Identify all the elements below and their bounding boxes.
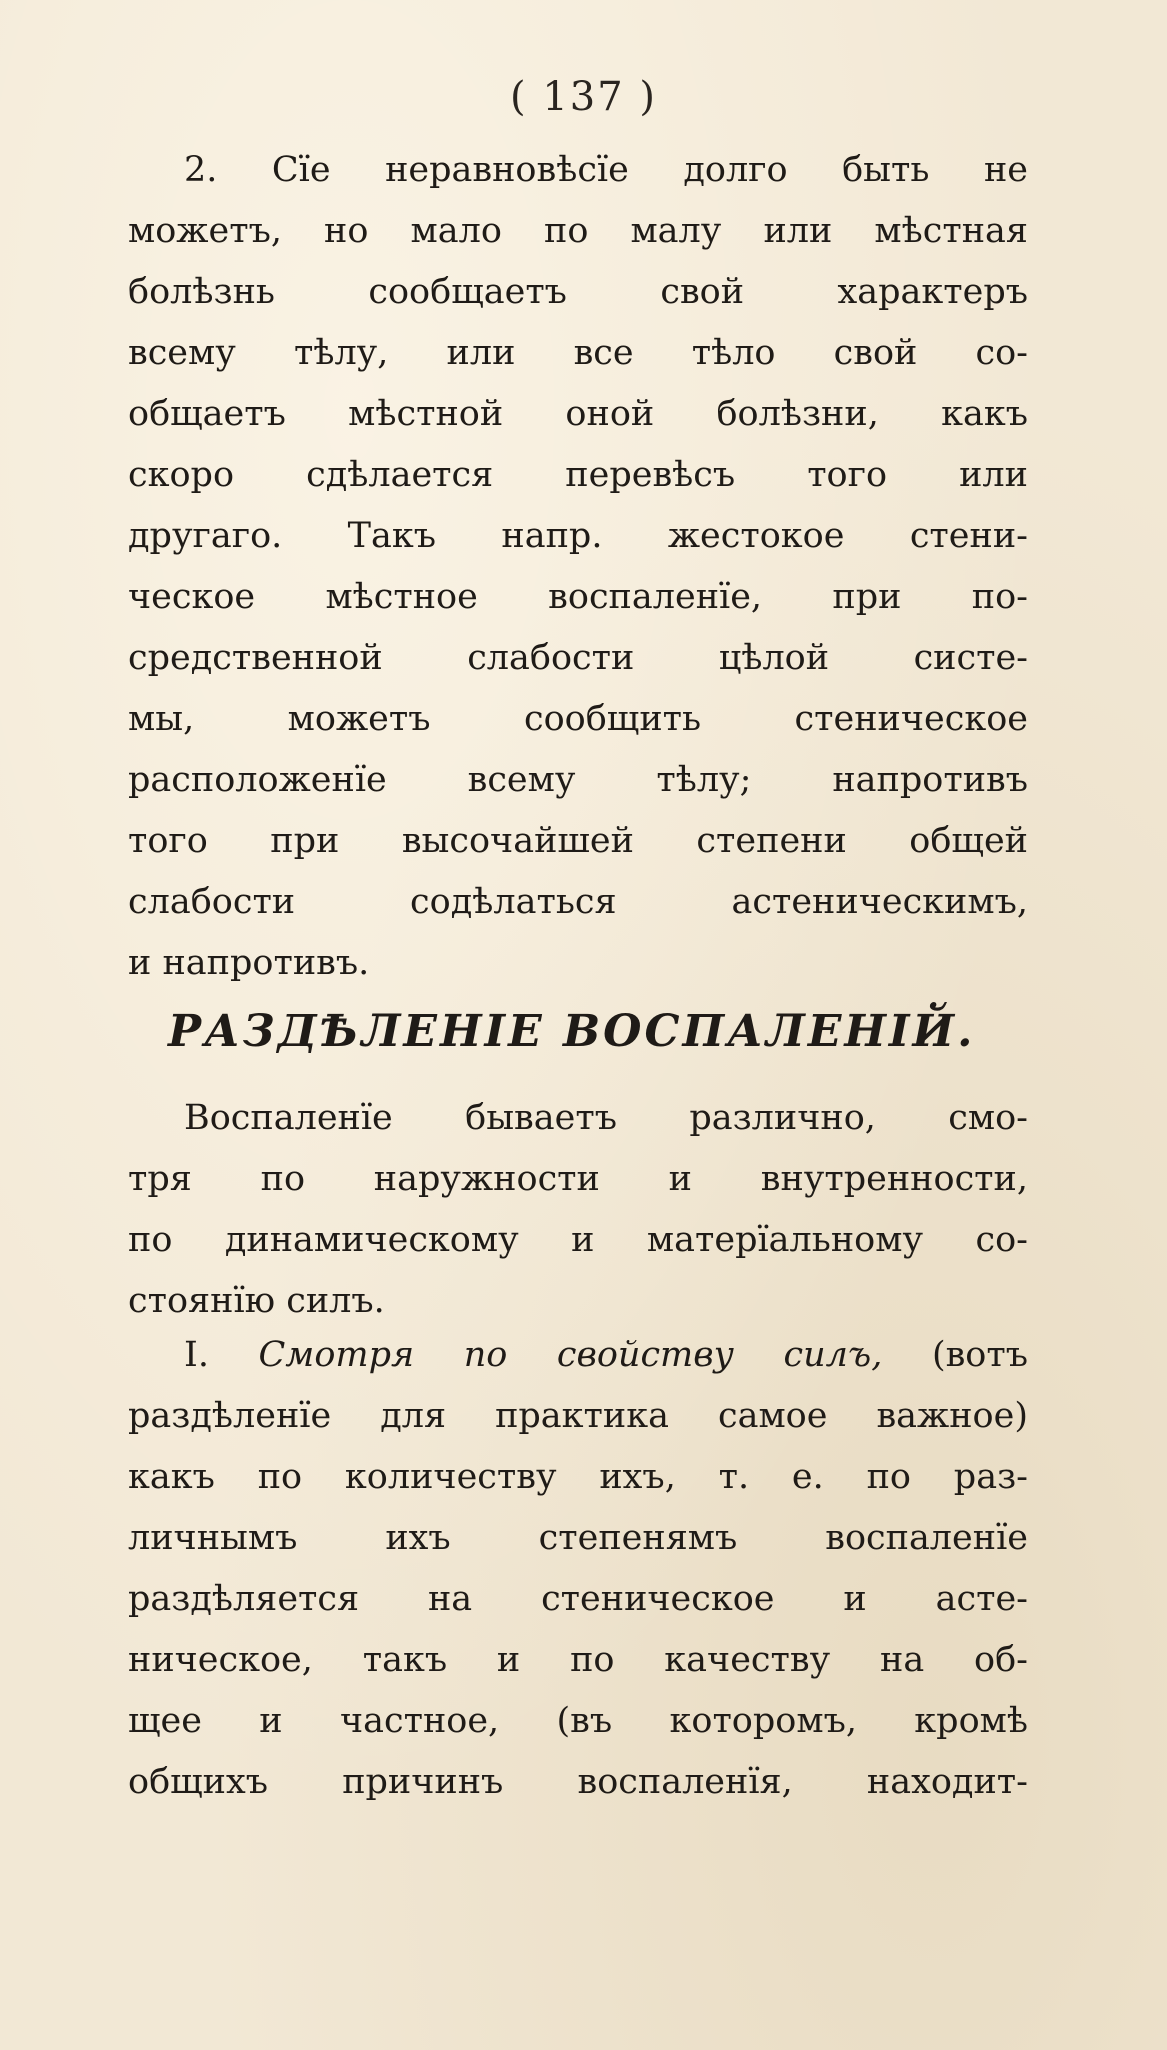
text-line: раздѣляется на стеническое и асте- — [128, 1579, 1028, 1619]
text-line: личнымъ ихъ степенямъ воспаленїе — [128, 1518, 1028, 1558]
text-line: общаетъ мѣстной оной болѣзни, какъ — [128, 394, 1028, 434]
text-line: ническое, такъ и по качеству на об- — [128, 1640, 1028, 1680]
text-line: расположенїе всему тѣлу; напротивъ — [128, 760, 1028, 800]
text-line: можетъ, но мало по малу или мѣстная — [128, 211, 1028, 251]
text-line: 2. Сїе неравновѣсїе долго быть не — [184, 150, 1028, 190]
text-line: болѣзнь сообщаетъ свой характеръ — [128, 272, 1028, 312]
text-line: того при высочайшей степени общей — [128, 821, 1028, 861]
italic-phrase: Смотря по свойству силъ, — [258, 1335, 883, 1375]
text-line: средственной слабости цѣлой систе- — [128, 638, 1028, 678]
text-line: какъ по количеству ихъ, т. е. по раз- — [128, 1457, 1028, 1497]
text-line: стоянїю силъ. — [128, 1281, 385, 1321]
text-line: Воспаленїе бываетъ различно, смо- — [184, 1098, 1028, 1138]
text-line: скоро сдѣлается перевѣсъ того или — [128, 455, 1028, 495]
text-line: слабости содѣлаться астеническимъ, — [128, 882, 1028, 922]
text-line: и напротивъ. — [128, 943, 370, 983]
text-line: всему тѣлу, или все тѣло свой со- — [128, 333, 1028, 373]
text-line: по динамическому и матерїальному со- — [128, 1220, 1028, 1260]
text-line: другаго. Такъ напр. жестокое стени- — [128, 516, 1028, 556]
text-line: щее и частное, (въ которомъ, кромѣ — [128, 1701, 1028, 1741]
text-line-first — [128, 1325, 1028, 1385]
text-fragment: (вотъ — [931, 1335, 1028, 1375]
text-line: общихъ причинъ воспаленїя, находит- — [128, 1762, 1028, 1802]
text-line: мы, можетъ сообщить стеническое — [128, 699, 1028, 739]
text-line: ческое мѣстное воспаленїе, при по- — [128, 577, 1028, 617]
page-number: ( 137 ) — [510, 74, 657, 120]
section-heading: РАЗДѢЛЕНІЕ ВОСПАЛЕНІЙ. — [168, 1006, 976, 1057]
section-numeral: I. — [184, 1335, 209, 1375]
text-line: тря по наружности и внутренности, — [128, 1159, 1028, 1199]
text-line: раздѣленїе для практика самое важное) — [128, 1396, 1028, 1436]
